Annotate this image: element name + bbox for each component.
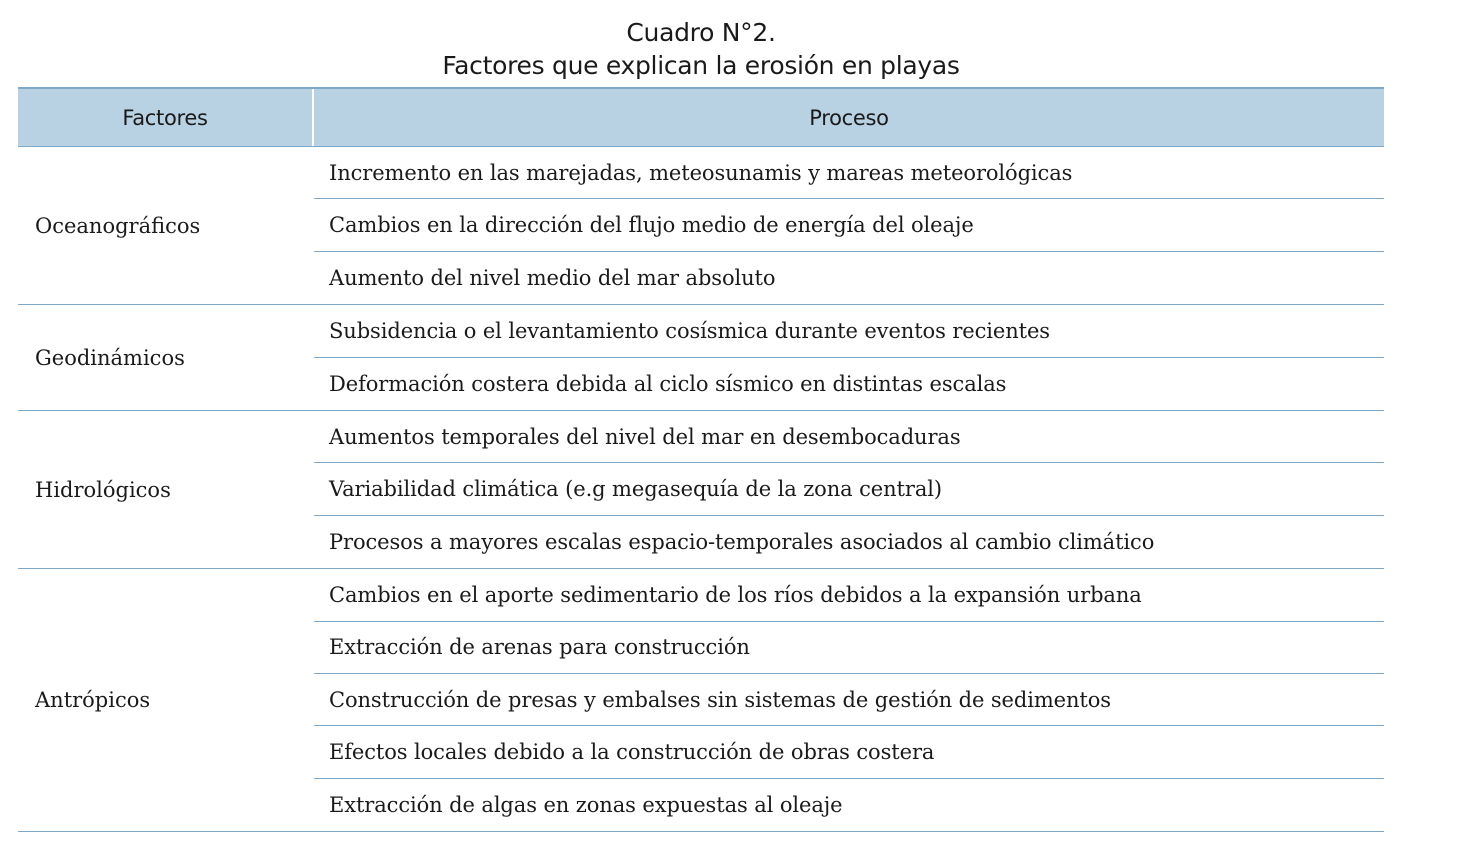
process-row: Construcción de presas y embalses sin sistemas de gestión de sedimentos [314, 674, 1384, 726]
header-proceso: Proceso [809, 105, 889, 130]
factor-group-hidrologicos [18, 411, 1384, 569]
factors-table [18, 87, 1384, 832]
process-row: Extracción de arenas para construcción [314, 622, 1384, 674]
process-row: Variabilidad climática (e.g megasequía de la zona central) [314, 463, 1384, 515]
table-caption [0, 16, 1402, 82]
process-row: Aumentos temporales del nivel del mar en desembocaduras [314, 411, 1384, 463]
factor-group-geodinamicos [18, 305, 1384, 411]
process-row: Efectos locales debido a la construcción de obras costera [314, 726, 1384, 778]
factor-group-antropicos [18, 569, 1384, 832]
process-list [314, 411, 1384, 568]
header-factores: Factores [18, 89, 314, 146]
process-row: Procesos a mayores escalas espacio-temporales asociados al cambio climático [329, 529, 1155, 554]
process-list [314, 147, 1384, 304]
process-row: Deformación costera debida al ciclo sísmico en distintas escalas [329, 371, 1007, 396]
process-row: Cambios en la dirección del flujo medio de energía del oleaje [314, 199, 1384, 251]
factor-cell: Oceanográficos [35, 213, 201, 238]
process-row: Aumento del nivel medio del mar absoluto [329, 265, 776, 290]
table-header [18, 87, 1384, 147]
process-row: Cambios en el aporte sedimentario de los ríos debidos a la expansión urbana [314, 569, 1384, 621]
factor-cell: Antrópicos [35, 688, 151, 713]
factor-cell: Geodinámicos [35, 345, 185, 370]
caption-title: Factores que explican la erosión en playas [442, 51, 960, 80]
process-row: Subsidencia o el levantamiento cosísmica durante eventos recientes [314, 305, 1384, 357]
factor-cell: Hidrológicos [35, 477, 171, 502]
factor-group-oceanograficos [18, 147, 1384, 305]
process-list [314, 569, 1384, 831]
process-list [314, 305, 1384, 410]
process-row: Incremento en las marejadas, meteosunamis y mareas meteorológicas [314, 147, 1384, 199]
caption-number: Cuadro N°2. [626, 18, 776, 47]
process-row: Extracción de algas en zonas expuestas al oleaje [329, 792, 843, 817]
